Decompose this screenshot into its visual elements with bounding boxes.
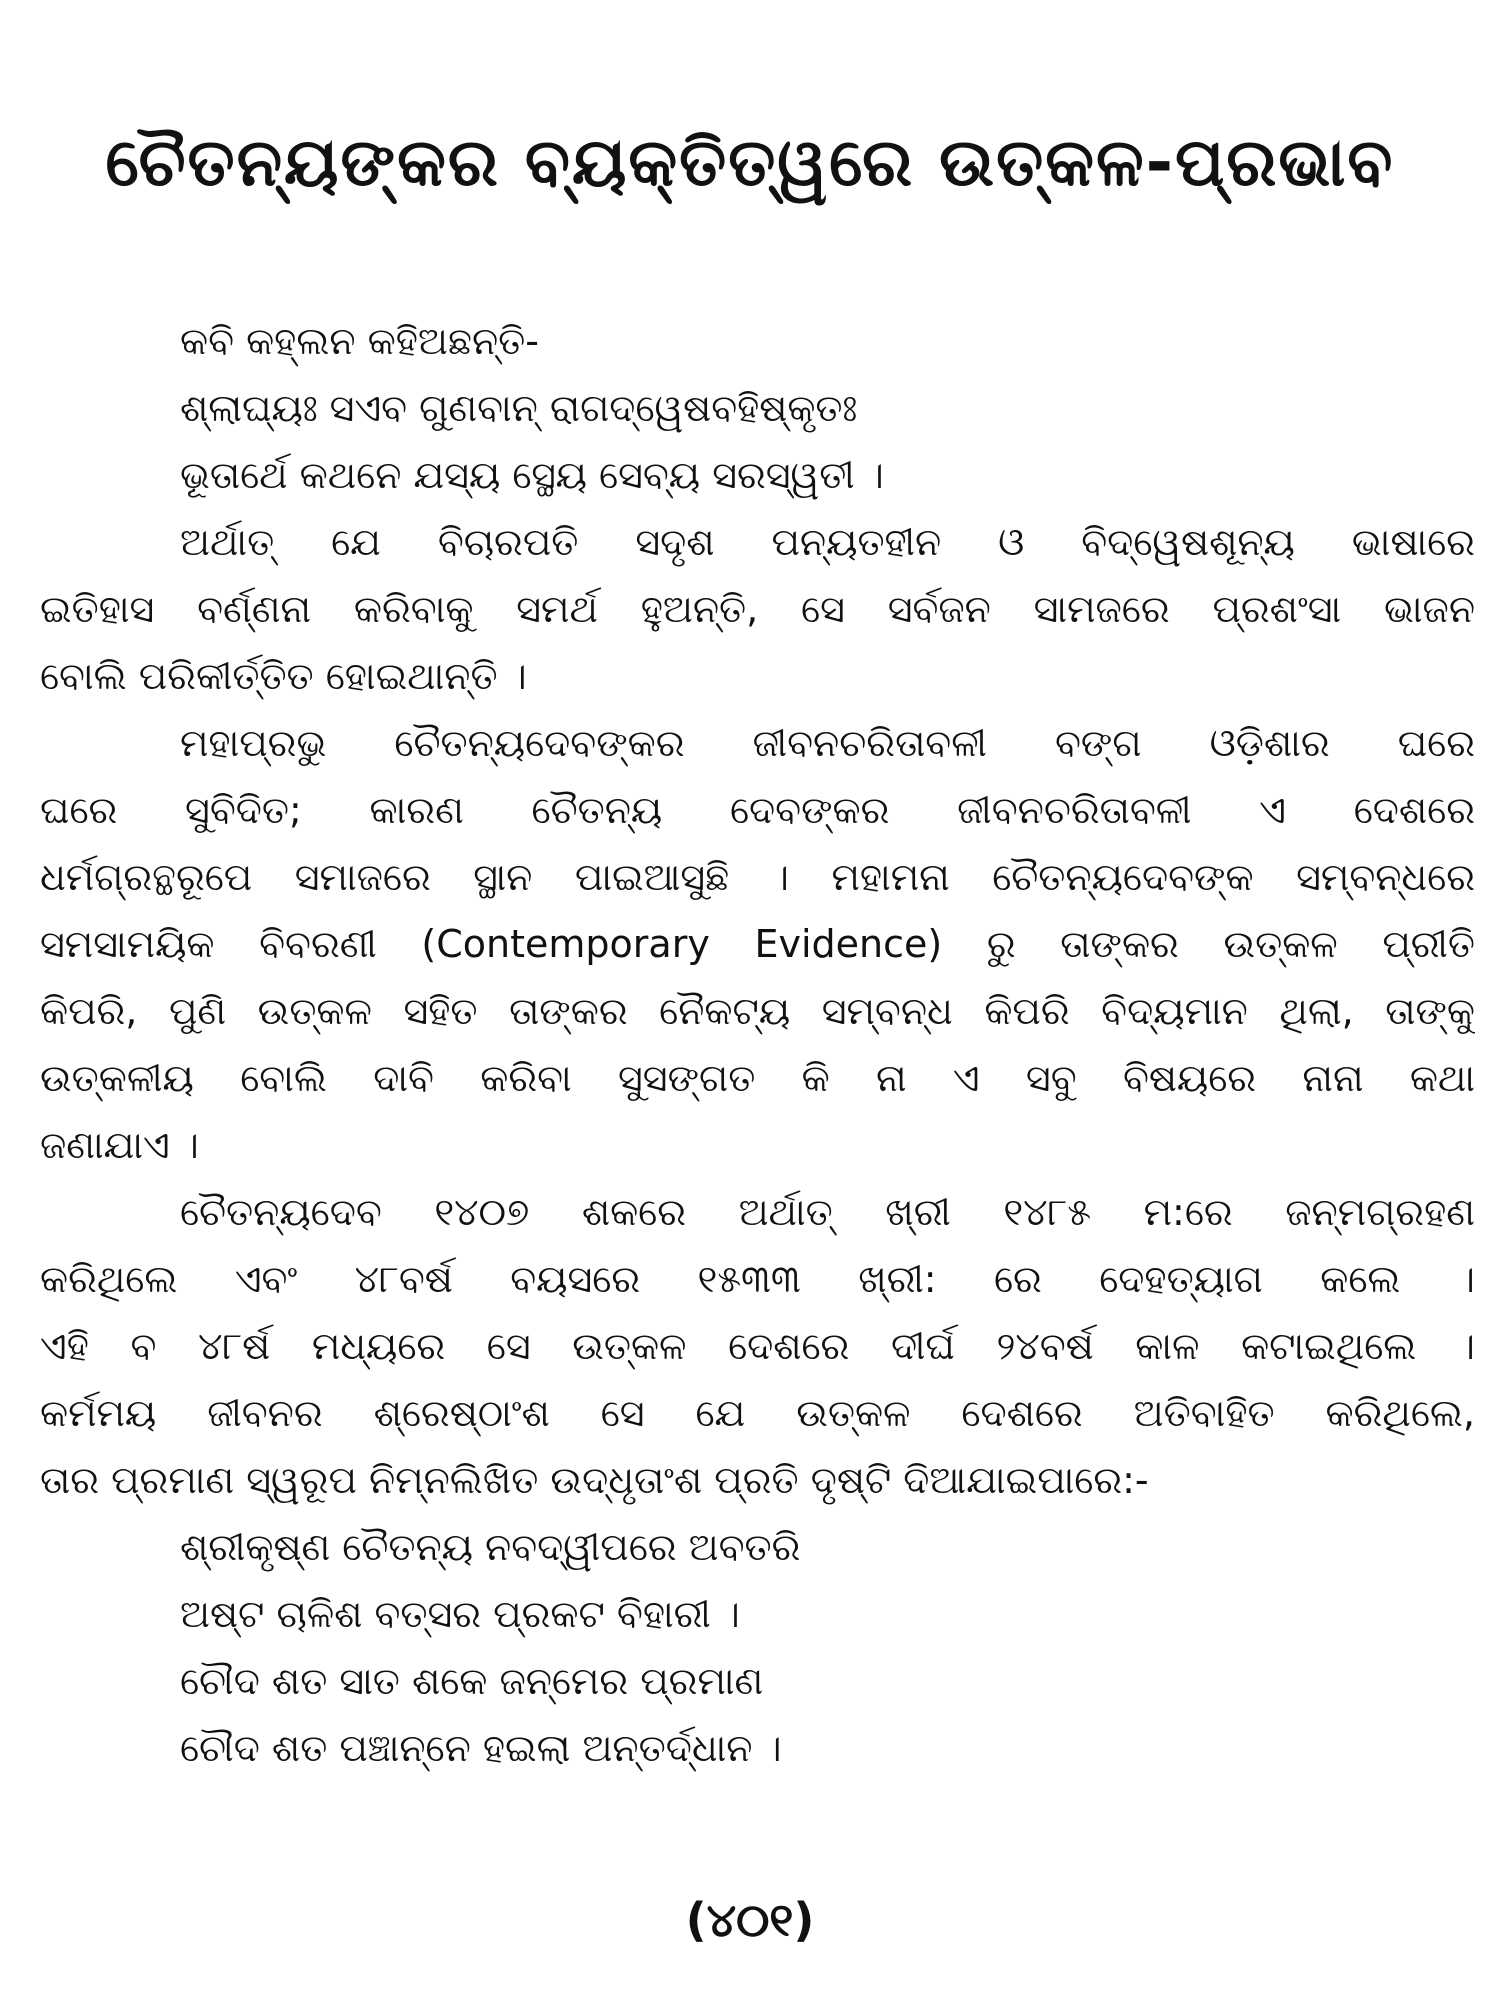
paragraph-line: ବୋଲି ପରିକୀର୍ତ୍ତିତ ହୋଇଥାନ୍ତି ।	[40, 654, 527, 698]
verse-line: ଚୌଦ ଶତ ସାତ ଶକେ ଜନ୍ମେର ପ୍ରମାଣ	[180, 1659, 764, 1703]
paragraph-line: କର୍ମମୟ ଜୀବନର ଶ୍ରେଷ୍ଠାଂଶ ସେ ଯେ ଉତ୍କଳ ଦେଶରେ ଅତିବାହିତ କରିଥିଲେ,	[40, 1391, 1475, 1435]
verse-line: ଭୂତାର୍ଥେ କଥନେ ଯସ୍ୟ ସ୍ଥେୟ ସେବ୍ୟ ସରସ୍ୱତୀ ।	[180, 453, 884, 497]
paragraph-line: ଇତିହାସ ବର୍ଣ୍ଣନା କରିବାକୁ ସମର୍ଥ ହୁଅନ୍ତି, ସେ ସର୍ବଜନ ସାମଜରେ ପ୍ରଶଂସା ଭାଜନ	[40, 587, 1475, 631]
paragraph-line: ମହାପ୍ରଭୁ ଚୈତନ୍ୟଦେବଙ୍କର ଜୀବନଚରିତାବଳୀ ବଙ୍ଗ ଓଡ଼ିଶାର ଘରେ	[180, 721, 1475, 765]
paragraph-line: ସମସାମୟିକ ବିବରଣୀ (Contemporary Evidence) ରୁ ତାଙ୍କର ଉତ୍କଳ ପ୍ରୀତି	[40, 922, 1475, 966]
paragraph-line: ଅର୍ଥାତ୍ ଯେ ବିଚାରପତି ସଦୃଶ ପନ୍ୟତହୀନ ଓ ବିଦ୍ୱେଷଶୂନ୍ୟ ଭାଷାରେ	[180, 520, 1475, 564]
paragraph-line: ଉତ୍କଳୀୟ ବୋଲି ଦାବି କରିବା ସୁସଙ୍ଗତ କି ନା ଏ ସବୁ ବିଷୟରେ ନାନା କଥା	[40, 1056, 1475, 1100]
text-line: କବି କହ୍ଲନ କହିଅଛନ୍ତି-	[180, 319, 539, 363]
paragraph-line: ତାର ପ୍ରମାଣ ସ୍ୱରୂପ ନିମ୍ନଲିଖିତ ଉଦ୍ଧୃତାଂଶ ପ୍ରତି ଦୃଷ୍ଟି ଦିଆଯାଇପାରେ:-	[40, 1458, 1149, 1502]
paragraph-line: ଧର୍ମଗ୍ରନ୍ଥରୂପେ ସମାଜରେ ସ୍ଥାନ ପାଇଆସୁଛି । ମହାମନା ଚୈତନ୍ୟଦେବଙ୍କ ସମ୍ବନ୍ଧରେ	[40, 855, 1475, 899]
page-title: ଚୈତନ୍ୟଙ୍କର ବ୍ୟକ୍ତିତ୍ୱରେ ଉତ୍କଳ-ପ୍ରଭାବ	[105, 124, 1395, 201]
verse-line: ଶ୍ରୀକୃଷ୍ଣ ଚୈତନ୍ୟ ନବଦ୍ୱୀପରେ ଅବତରି	[180, 1525, 801, 1569]
paragraph-line: ଚୈତନ୍ୟଦେବ ୧୪୦୭ ଶକରେ ଅର୍ଥାତ୍ ଖ୍ରୀ ୧୪୮୫ ମ:ରେ ଜନ୍ମଗ୍ରହଣ	[180, 1190, 1475, 1234]
paragraph-line: କରିଥିଲେ ଏବଂ ୪୮ବର୍ଷ ବୟସରେ ୧୫୩୩ ଖ୍ରୀ: ରେ ଦେହତ୍ୟାଗ କଲେ ।	[40, 1257, 1475, 1301]
paragraph-line: ଜଣାଯାଏ ।	[40, 1123, 199, 1167]
paragraph-line: କିପରି, ପୁଣି ଉତ୍କଳ ସହିତ ତାଙ୍କର ନୈକଟ୍ୟ ସମ୍ବନ୍ଧ କିପରି ବିଦ୍ୟମାନ ଥିଲା, ତାଙ୍କୁ	[40, 989, 1475, 1033]
verse-line: ଅଷ୍ଟ ଚାଳିଶ ବତ୍ସର ପ୍ରକଟ ବିହାରୀ ।	[180, 1592, 740, 1636]
verse-line: ଚୌଦ ଶତ ପଞ୍ଚାନ୍ନେ ହଇଲା ଅନ୍ତର୍ଦ୍ଧାନ ।	[180, 1726, 782, 1770]
page-number: (୪୦୧)	[685, 1893, 815, 1947]
verse-line: ଶ୍ଲାଘ୍ୟଃ ସଏବ ଗୁଣବାନ୍ ରାଗଦ୍ୱେଷବହିଷ୍କୃତଃ	[180, 386, 858, 430]
paragraph-line: ଘରେ ସୁବିଦିତ; କାରଣ ଚୈତନ୍ୟ ଦେବଙ୍କର ଜୀବନଚରିତାବଳୀ ଏ ଦେଶରେ	[40, 788, 1475, 832]
body-text	[40, 308, 1475, 1782]
paragraph-line: ଏହି ବ ୪୮ର୍ଷ ମଧ୍ୟରେ ସେ ଉତ୍କଳ ଦେଶରେ ଦୀର୍ଘ ୨୪ବର୍ଷ କାଳ କଟାଇଥିଲେ ।	[40, 1324, 1475, 1368]
